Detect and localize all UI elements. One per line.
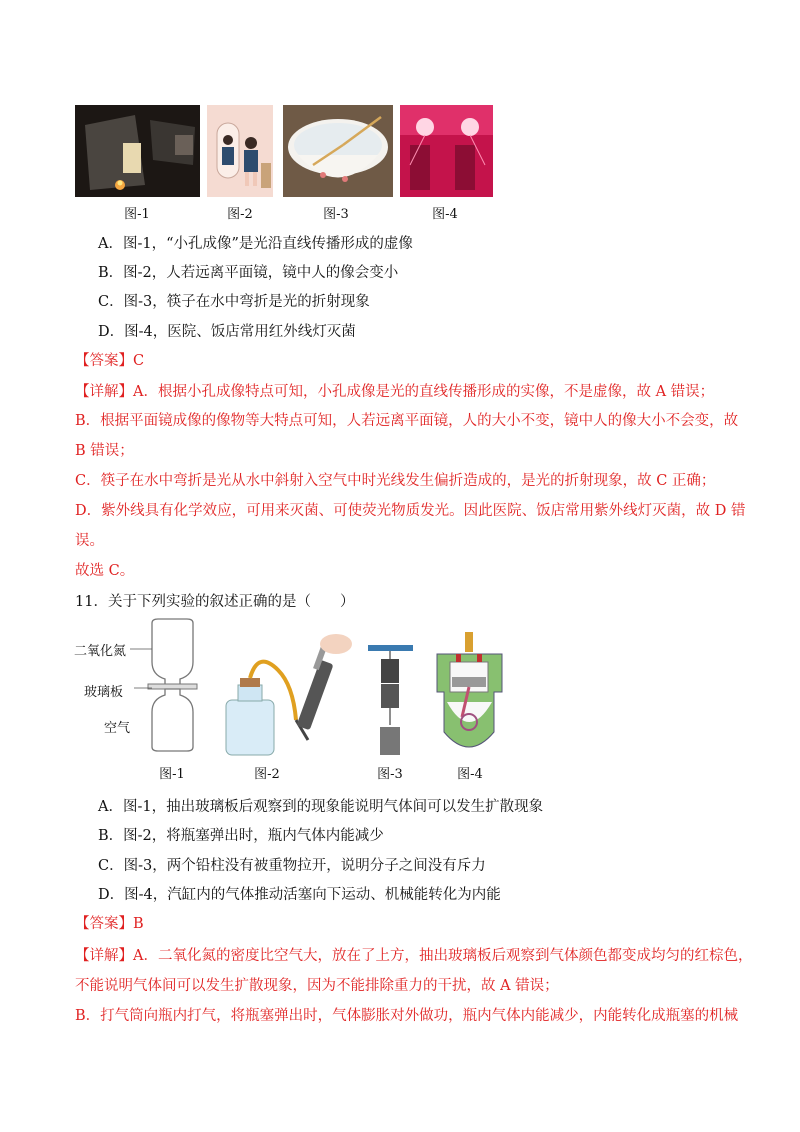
fig1-leader-lines xyxy=(120,640,160,730)
chopstick-illustration xyxy=(283,105,393,197)
q11-figure-4-caption: 图-4 xyxy=(457,767,483,782)
q11-answer: 【答案】B xyxy=(75,916,144,932)
figure-2-caption: 图-2 xyxy=(227,207,253,222)
q10-detail-line-5: D．紫外线具有化学效应，可用来灭菌、可使荧光物质发光。因此医院、饭店常用紫外线灯灭菌，故 D 错 xyxy=(75,503,746,519)
q10-option-a: A．图-1，“小孔成像”是光沿直线传播形成的虚像 xyxy=(98,236,413,252)
q10-detail-line-2: B．根据平面镜成像的像物等大特点可知，人若远离平面镜，人的大小不变，镜中人的像大小不会变，故 xyxy=(75,413,739,429)
q10-detail-line-3: B 错误； xyxy=(75,443,134,459)
figure-4-caption: 图-4 xyxy=(432,207,458,222)
mirror-illustration xyxy=(207,105,273,197)
q10-answer: 【答案】C xyxy=(75,353,145,369)
q10-detail-line-1: 【详解】A．根据小孔成像特点可知，小孔成像是光的直线传播形成的实像，不是虚像，故 A 错误； xyxy=(75,384,715,400)
lamp-illustration xyxy=(400,105,493,197)
figure-3-lead-cylinders xyxy=(368,645,413,760)
pinhole-illustration xyxy=(75,105,200,197)
q11-detail-line-1: 【详解】A．二氧化氮的密度比空气大，放在了上方，抽出玻璃板后观察到气体颜色都变成均匀的红棕色， xyxy=(75,948,753,964)
q10-option-b: B．图-2，人若远离平面镜，镜中人的像会变小 xyxy=(98,265,399,281)
figure-2-pump-bottle xyxy=(218,630,358,760)
figure-3-photo-chopstick xyxy=(283,105,393,197)
q11-option-b: B．图-2，将瓶塞弹出时，瓶内气体内能减少 xyxy=(98,828,384,844)
q11-figure-3-caption: 图-3 xyxy=(377,767,403,782)
figure-1-photo-pinhole xyxy=(75,105,200,197)
q10-detail-line-6: 误。 xyxy=(75,533,104,549)
figure-1-caption: 图-1 xyxy=(124,207,150,222)
q11-figure-1-caption: 图-1 xyxy=(159,767,185,782)
q10-detail-line-4: C．筷子在水中弯折是光从水中斜射入空气中时光线发生偏折造成的，是光的折射现象，故 C 正确； xyxy=(75,473,716,489)
figure-3-caption: 图-3 xyxy=(323,207,349,222)
label-nitrogen-dioxide: 二氧化氮 xyxy=(74,644,127,659)
q11-detail-line-3: B．打气筒向瓶内打气，将瓶塞弹出时，气体膨胀对外做功，瓶内气体内能减少，内能转化成瓶塞的机械 xyxy=(75,1008,739,1024)
figure-4-engine xyxy=(432,632,507,757)
q11-stem: 11．关于下列实验的叙述正确的是（ ） xyxy=(75,594,355,610)
figure-4-photo-lamp xyxy=(400,105,493,197)
q10-option-c: C．图-3，筷子在水中弯折是光的折射现象 xyxy=(98,294,370,310)
q11-option-a: A．图-1，抽出玻璃板后观察到的现象能说明气体间可以发生扩散现象 xyxy=(98,799,544,815)
q11-figure-2-caption: 图-2 xyxy=(254,767,280,782)
label-glass-plate: 玻璃板 xyxy=(84,685,124,700)
q11-option-c: C．图-3，两个铅柱没有被重物拉开，说明分子之间没有斥力 xyxy=(98,858,486,874)
label-air: 空气 xyxy=(104,721,131,736)
q11-detail-line-2: 不能说明气体间可以发生扩散现象，因为不能排除重力的干扰，故 A 错误； xyxy=(75,978,559,994)
figure-2-photo-mirror xyxy=(207,105,273,197)
q10-detail-line-7: 故选 C。 xyxy=(75,563,135,579)
q11-option-d: D．图-4，汽缸内的气体推动活塞向下运动、机械能转化为内能 xyxy=(98,887,501,903)
q10-option-d: D．图-4，医院、饭店常用红外线灯灭菌 xyxy=(98,324,356,340)
